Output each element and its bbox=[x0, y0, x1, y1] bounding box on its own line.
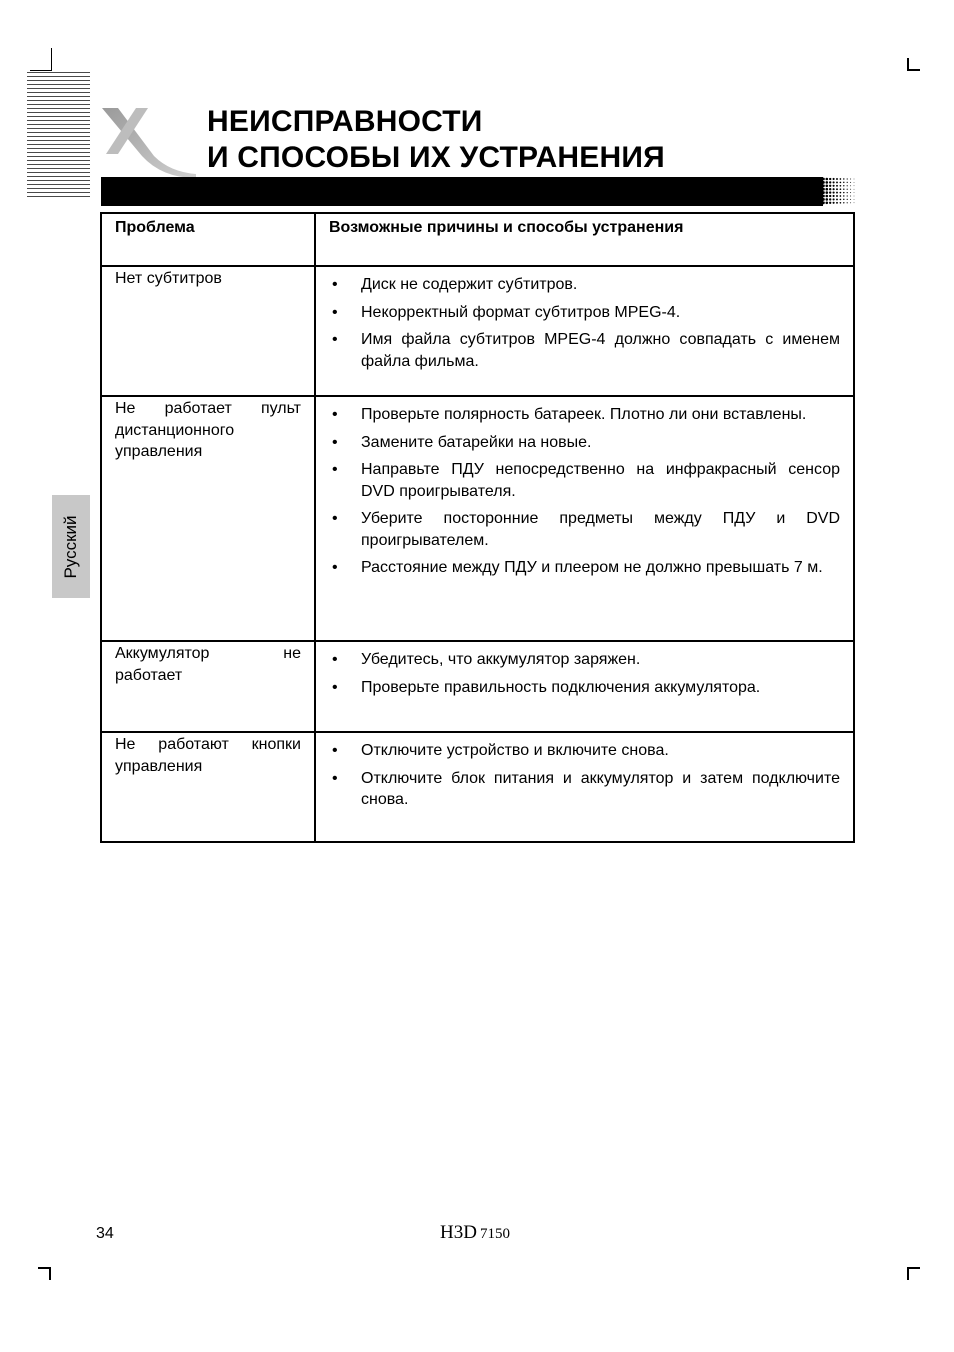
decorative-stripes bbox=[27, 72, 90, 200]
footer-product-logo bbox=[440, 1222, 510, 1244]
causes-list bbox=[329, 740, 840, 811]
cause-text: Проверьте полярность батареек. Плотно ли они вставлены. bbox=[361, 406, 807, 423]
cause-text: Отключите устройство и включите снова. bbox=[361, 742, 669, 759]
footer-logo-text: H3D bbox=[440, 1222, 477, 1243]
bullet-icon: • bbox=[332, 461, 338, 478]
crop-mark-top-right-h bbox=[907, 69, 920, 71]
bullet-icon: • bbox=[332, 331, 338, 348]
troubleshooting-table bbox=[100, 212, 855, 843]
cause-text: Уберите посторонние предметы между ПДУ и DVD проигрывателем. bbox=[361, 510, 840, 549]
language-label: Русский bbox=[61, 514, 80, 579]
table-row bbox=[101, 266, 854, 396]
header-causes: Возможные причины и способы устранения bbox=[315, 213, 854, 266]
header-problem: Проблема bbox=[101, 213, 315, 266]
bullet-icon: • bbox=[332, 276, 338, 293]
cause-text: Некорректный формат субтитров MPEG-4. bbox=[361, 303, 681, 321]
bullet-icon: • bbox=[332, 303, 338, 321]
list-item bbox=[329, 459, 840, 502]
list-item bbox=[329, 432, 840, 454]
cause-text: Проверьте правильность подключения аккумулятора. bbox=[361, 678, 761, 696]
problem-cell: Не работает пульт дистанционного управления bbox=[101, 396, 315, 641]
title-bar bbox=[101, 177, 823, 206]
causes-list bbox=[329, 649, 840, 698]
cause-text: Замените батарейки на новые. bbox=[361, 433, 592, 451]
crop-mark-bottom-left-v bbox=[49, 1267, 51, 1280]
crop-mark-bottom-right-v bbox=[907, 1267, 909, 1280]
problem-cell: Не работают кнопки управления bbox=[101, 732, 315, 842]
bullet-icon: • bbox=[332, 433, 338, 451]
list-item bbox=[329, 768, 840, 811]
list-item bbox=[329, 404, 840, 426]
list-item bbox=[329, 302, 840, 324]
page-number: 34 bbox=[96, 1225, 114, 1242]
page-title-line-1: НЕИСПРАВНОСТИ bbox=[207, 105, 483, 138]
cause-text: Диск не содержит субтитров. bbox=[361, 276, 578, 293]
cause-text: Отключите блок питания и аккумулятор и затем подключите снова. bbox=[361, 769, 840, 808]
causes-cell bbox=[315, 266, 854, 396]
list-item bbox=[329, 677, 840, 699]
bullet-icon: • bbox=[332, 406, 338, 423]
cause-text: Расстояние между ПДУ и плеером не должно превышать 7 м. bbox=[361, 559, 823, 576]
bullet-icon: • bbox=[332, 559, 338, 576]
footer-model-number: 7150 bbox=[479, 1226, 510, 1242]
problem-cell: Нет субтитров bbox=[101, 266, 315, 396]
table-row bbox=[101, 732, 854, 842]
cause-text: Направьте ПДУ непосредственно на инфракрасный сенсор DVD проигрывателя. bbox=[361, 461, 840, 500]
cause-text: Имя файла субтитров MPEG-4 должно совпадать с именем файла фильма. bbox=[361, 331, 840, 370]
brand-x-logo-icon bbox=[96, 106, 196, 178]
bullet-icon: • bbox=[332, 678, 338, 696]
page-title-line-2: И СПОСОБЫ ИХ УСТРАНЕНИЯ bbox=[207, 141, 665, 174]
list-item bbox=[329, 274, 840, 296]
list-item bbox=[329, 740, 840, 762]
bullet-icon: • bbox=[332, 651, 338, 668]
list-item bbox=[329, 649, 840, 671]
halftone-dots-decoration bbox=[818, 177, 856, 206]
crop-mark-top-left-h bbox=[30, 70, 52, 71]
causes-list bbox=[329, 404, 840, 579]
table-header-row bbox=[101, 213, 854, 266]
bullet-icon: • bbox=[332, 769, 338, 787]
causes-cell bbox=[315, 396, 854, 641]
table-row bbox=[101, 396, 854, 641]
causes-list bbox=[329, 274, 840, 372]
page-title bbox=[207, 104, 665, 176]
causes-cell bbox=[315, 732, 854, 842]
problem-cell: Аккумулятор не работает bbox=[101, 641, 315, 732]
bullet-icon: • bbox=[332, 510, 338, 527]
causes-cell bbox=[315, 641, 854, 732]
cause-text: Убедитесь, что аккумулятор заряжен. bbox=[361, 651, 641, 668]
crop-mark-top-left-v bbox=[51, 48, 52, 70]
list-item bbox=[329, 557, 840, 579]
language-side-tab bbox=[52, 495, 90, 598]
list-item bbox=[329, 329, 840, 372]
table-row bbox=[101, 641, 854, 732]
bullet-icon: • bbox=[332, 742, 338, 759]
list-item bbox=[329, 508, 840, 551]
